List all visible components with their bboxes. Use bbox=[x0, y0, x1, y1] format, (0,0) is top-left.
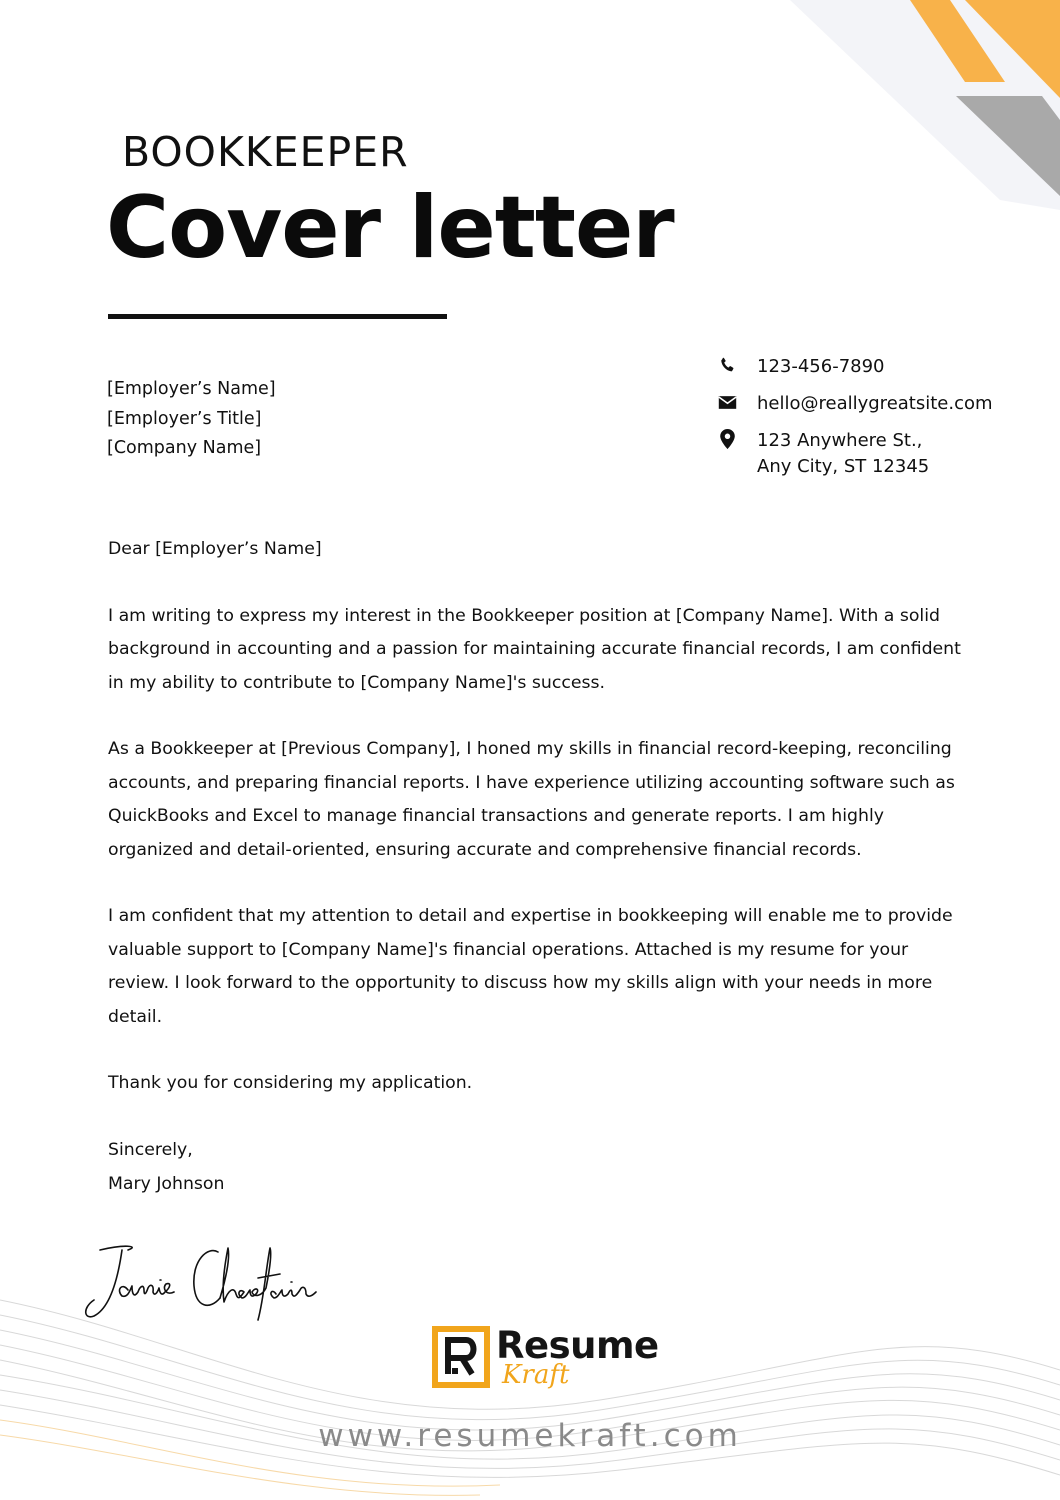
contact-address-line1: 123 Anywhere St., bbox=[757, 430, 923, 451]
contact-phone: 123-456-7890 bbox=[757, 356, 885, 377]
letter-closing: Sincerely, bbox=[108, 1140, 193, 1161]
recipient-name: [Employer’s Name] bbox=[107, 379, 276, 399]
recipient-company: [Company Name] bbox=[107, 438, 262, 458]
phone-icon bbox=[716, 354, 738, 376]
letter-greeting: Dear [Employer’s Name] bbox=[108, 539, 322, 559]
logo-subtext: Kraft bbox=[502, 1360, 570, 1390]
signature bbox=[80, 1238, 340, 1328]
letter-sender: Mary Johnson bbox=[108, 1173, 225, 1194]
letter-paragraph: I am confident that my attention to detail and expertise in bookkeeping will enable me to provide valuable support to [Company Name]'s financial operations. Attached is my resume for your review. I look forward to the opportunity to discuss how my skills align with your needs in more detail. bbox=[108, 906, 953, 1027]
recipient-title: [Employer’s Title] bbox=[107, 408, 262, 429]
page-title: Cover letter bbox=[106, 178, 674, 278]
letter-paragraph: As a Bookkeeper at [Previous Company], I honed my skills in financial record-keeping, reconciling accounts, and preparing financial reports. I have experience utilizing accounting software such as QuickBooks and Excel to manage financial transactions and generate reports. I am highly organized and detail-oriented, ensuring accurate and comprehensive financial records. bbox=[108, 739, 955, 860]
mail-icon bbox=[716, 391, 738, 413]
contact-address-line2: Any City, ST 12345 bbox=[757, 456, 930, 477]
contact-email: hello@reallygreatsite.com bbox=[757, 393, 993, 414]
contact-address-row bbox=[716, 428, 993, 480]
title-divider bbox=[108, 314, 447, 319]
letter-paragraph: I am writing to express my interest in the Bookkeeper position at [Company Name]. With a solid background in accounting and a passion for maintaining accurate financial records, I am confident in my ability to contribute to [Company Name]'s success. bbox=[108, 605, 961, 693]
letter-body bbox=[108, 533, 968, 1201]
contact-block bbox=[716, 354, 993, 491]
website-link[interactable]: www.resumekraft.com bbox=[318, 1418, 742, 1454]
recipient-block bbox=[107, 375, 276, 464]
brand-logo bbox=[432, 1322, 662, 1392]
contact-email-row bbox=[716, 391, 993, 417]
letter-paragraph: Thank you for considering my application. bbox=[108, 1073, 473, 1094]
corner-decoration bbox=[760, 0, 1060, 210]
job-title-heading: BOOKKEEPER bbox=[122, 128, 409, 176]
logo-wordmark: Resume bbox=[496, 1324, 659, 1367]
logo-mark-icon bbox=[432, 1326, 492, 1388]
location-pin-icon bbox=[716, 428, 738, 450]
contact-phone-row bbox=[716, 354, 993, 380]
